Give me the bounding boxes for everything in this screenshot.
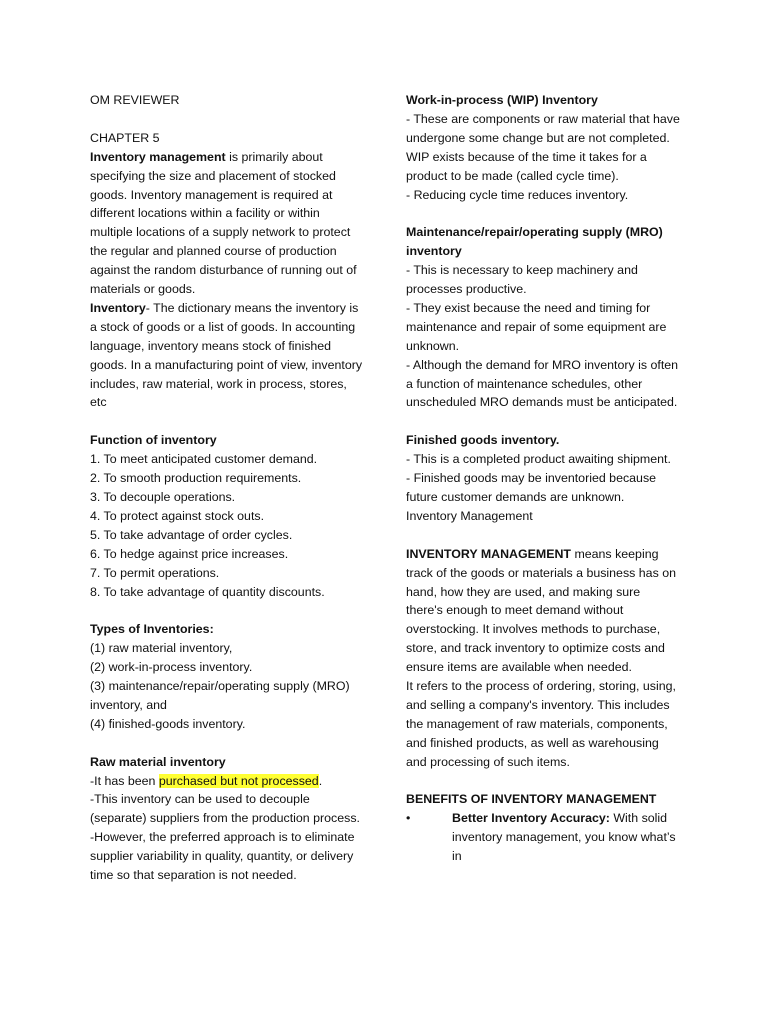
intro-text: is primarily about specifying the size and placement of stocked goods. Inventory management is required at different locations within a facility or within multiple locations of a supply network to protect the regular and planned course of production against the random disturbance of running out of materials or goods. [90,149,357,297]
types-item: (4) finished-goods inventory. [90,716,246,731]
mro-line: - Although the demand for MRO inventory is often a function of maintenance schedules, other unscheduled MRO demands must be anticipated. [406,357,679,410]
spacer [90,734,364,753]
raw-material-line: -This inventory can be used to decouple (separate) suppliers from the production process. [90,792,360,826]
benefit-text: With solid inventory management, you know what’s in [452,811,676,864]
raw-material-prefix: -It has been [90,773,159,788]
raw-material-line [90,772,364,791]
benefits-heading: BENEFITS OF INVENTORY MANAGEMENT [406,792,657,807]
inventory-text: - The dictionary means the inventory is a stock of goods or a list of goods. In accounting language, inventory means stock of finished goods. In a manufacturing point of view, inventory includes, raw material, work in process, stores, etc [90,300,363,410]
function-item: 3. To decouple operations. [90,490,236,504]
inventory-management-line: It refers to the process of ordering, storing, using, and selling a company's inventory. This includes the management of raw materials, components, and finished products, as well as warehousing and processing of such items. [406,679,676,769]
spacer [90,412,364,431]
function-item: 4. To protect against stock outs. [90,508,265,523]
inventory-management-text: means keeping track of the goods or materials a business has on hand, how they are used, and making sure there's enough to meet demand without overstocking. It involves methods to purchase, store, and track inventory to optimize costs and ensure items are available when needed. [406,546,676,675]
types-item: (1) raw material inventory, [90,641,233,656]
inventory-management-paragraph [406,545,680,677]
spacer [406,772,680,791]
right-column [406,91,680,866]
wip-line: - Reducing cycle time reduces inventory. [406,187,629,202]
spacer [90,110,364,129]
spacer [406,526,680,545]
inventory-management-term: INVENTORY MANAGEMENT [406,546,571,561]
function-item: 6. To hedge against price increases. [90,546,289,561]
types-item: (2) work-in-process inventory. [90,660,253,675]
inventory-definition [90,299,364,412]
left-column [90,91,364,885]
function-item: 2. To smooth production requirements. [90,471,302,486]
mro-line: - They exist because the need and timing for maintenance and repair of some equipment are unknown. [406,300,667,353]
intro-paragraph [90,148,364,299]
mro-line: - This is necessary to keep machinery and processes productive. [406,263,638,297]
document-title: OM REVIEWER [90,93,180,107]
benefit-item [406,809,680,866]
spacer [406,412,680,431]
function-item: 5. To take advantage of order cycles. [90,527,293,542]
types-heading: Types of Inventories: [90,622,214,637]
intro-term: Inventory management [90,149,226,164]
benefit-term: Better Inventory Accuracy: [452,811,610,826]
types-item: (3) maintenance/repair/operating supply (MRO) inventory, and [90,679,350,712]
chapter-label: CHAPTER 5 [90,130,160,145]
spacer [90,601,364,620]
benefit-content [452,809,680,866]
finished-line: - Finished goods may be inventoried because future customer demands are unknown. [406,471,657,504]
wip-heading: Work-in-process (WIP) Inventory [406,93,598,107]
raw-material-heading: Raw material inventory [90,754,226,769]
raw-material-line: -However, the preferred approach is to eliminate supplier variability in quality, quantity, or delivery time so that separation is not needed. [90,830,355,883]
spacer [406,204,680,223]
finished-line: - This is a completed product awaiting shipment. [406,452,671,467]
mro-heading: Maintenance/repair/operating supply (MRO) inventory [406,225,663,259]
function-item: 8. To take advantage of quantity discounts. [90,584,325,599]
highlighted-text: purchased but not processed [158,773,319,788]
finished-heading: Finished goods inventory. [406,433,560,448]
function-item: 1. To meet anticipated customer demand. [90,452,318,467]
wip-line: - These are components or raw material that have undergone some change but are not completed. WIP exists because of the time it takes for a product to be made (called cycle time). [406,111,680,183]
raw-material-suffix: . [318,773,323,788]
finished-line: Inventory Management [406,508,533,523]
inventory-term: Inventory [90,300,146,315]
bullet-icon: • [406,811,411,826]
function-item: 7. To permit operations. [90,565,220,580]
function-heading: Function of inventory [90,433,217,448]
